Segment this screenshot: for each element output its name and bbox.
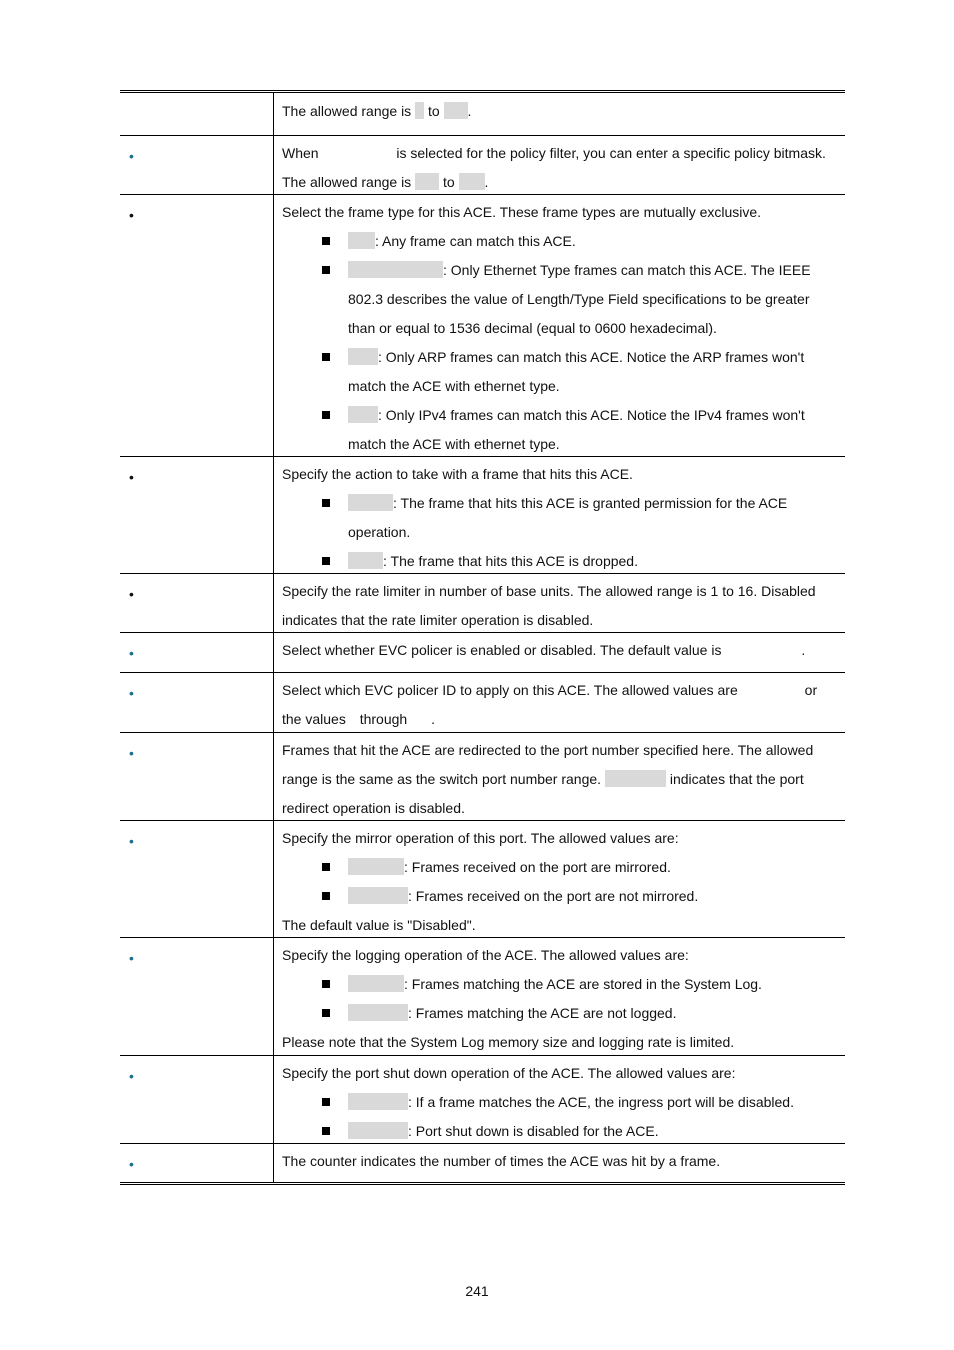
description-cell: [274, 195, 845, 456]
value-highlight: [415, 102, 424, 119]
list-item: : Frames received on the port are not mirrored.: [282, 882, 839, 911]
bullet-icon: •: [129, 1068, 134, 1084]
table-row: [120, 1143, 845, 1182]
bullet-icon: •: [129, 645, 134, 661]
parameter-cell: [120, 938, 274, 1055]
description-cell: [274, 1144, 845, 1182]
parameter-cell: [120, 195, 274, 456]
description-line: range is the same as the switch port number range. indicates that the port: [282, 771, 804, 787]
value-highlight: [415, 173, 439, 190]
list-item: : Only IPv4 frames can match this ACE. Notice the IPv4 frames won't: [282, 401, 839, 430]
value-highlight: [605, 770, 666, 787]
square-bullet-icon: [322, 353, 330, 361]
description-cell: [274, 136, 845, 194]
description-cell: [274, 821, 845, 937]
value-highlight: [444, 102, 468, 119]
list-item: : Frames matching the ACE are not logged.: [282, 999, 839, 1028]
parameter-cell: [120, 633, 274, 672]
list-item: : Frames received on the port are mirrored.: [282, 853, 839, 882]
description-line: Specify the port shut down operation of the ACE. The allowed values are:: [282, 1065, 736, 1081]
table-row: [120, 732, 845, 820]
table-row: [120, 672, 845, 732]
bullet-icon: •: [129, 469, 134, 485]
list-item: : Only Ethernet Type frames can match this ACE. The IEEE: [282, 256, 839, 285]
parameter-cell: [120, 1144, 274, 1182]
page-number: 241: [465, 1283, 489, 1299]
list-item: : The frame that hits this ACE is granted permission for the ACE: [282, 489, 839, 518]
bullet-icon: •: [129, 833, 134, 849]
description-line: the values through .: [282, 711, 435, 727]
parameter-cell: [120, 93, 274, 135]
description-line: The counter indicates the number of times the ACE was hit by a frame.: [282, 1153, 721, 1169]
bullet-icon: •: [129, 745, 134, 761]
list-item: : Frames matching the ACE are stored in the System Log.: [282, 970, 839, 999]
description-line: Specify the action to take with a frame that hits this ACE.: [282, 466, 633, 482]
list-item-continuation: match the ACE with ethernet type.: [348, 378, 560, 394]
description-cell: [274, 1056, 845, 1143]
square-bullet-icon: [322, 980, 330, 988]
table-row: [120, 93, 845, 135]
parameter-cell: [120, 136, 274, 194]
list-item: : Port shut down is disabled for the ACE.: [282, 1117, 839, 1146]
description-line: Frames that hit the ACE are redirected to the port number specified here. The allowed: [282, 742, 814, 758]
parameter-cell: [120, 733, 274, 820]
parameter-table: [120, 90, 845, 1185]
description-cell: [274, 733, 845, 820]
square-bullet-icon: [322, 237, 330, 245]
description-line: Select the frame type for this ACE. These frame types are mutually exclusive.: [282, 204, 762, 220]
list-item: : Any frame can match this ACE.: [282, 227, 839, 256]
bullet-icon: •: [129, 1156, 134, 1172]
parameter-cell: [120, 1056, 274, 1143]
description-line: Please note that the System Log memory size and logging rate is limited.: [282, 1034, 735, 1050]
table-row: [120, 632, 845, 672]
table-row: [120, 456, 845, 573]
list-item-continuation: match the ACE with ethernet type.: [348, 436, 560, 452]
square-bullet-icon: [322, 499, 330, 507]
description-line: Specify the mirror operation of this port. The allowed values are:: [282, 830, 679, 846]
description-line: Select which EVC policer ID to apply on this ACE. The allowed values are or: [282, 682, 818, 698]
bullet-icon: •: [129, 685, 134, 701]
description-line: indicates that the rate limiter operation is disabled.: [282, 612, 594, 628]
description-cell: [274, 574, 845, 632]
description-line: When is selected for the policy filter, you can enter a specific policy bitmask.: [282, 145, 826, 161]
list-item-continuation: than or equal to 1536 decimal (equal to 0600 hexadecimal).: [348, 320, 717, 336]
description-line: The allowed range is to .: [282, 103, 472, 119]
square-bullet-icon: [322, 266, 330, 274]
description-cell: [274, 673, 845, 732]
description-cell: [274, 93, 845, 135]
square-bullet-icon: [322, 557, 330, 565]
square-bullet-icon: [322, 863, 330, 871]
table-row: [120, 1055, 845, 1143]
list-item-continuation: operation.: [348, 524, 411, 540]
description-cell: [274, 633, 845, 672]
bullet-icon: •: [129, 207, 134, 223]
table-row: [120, 135, 845, 194]
square-bullet-icon: [322, 1127, 330, 1135]
description-cell: [274, 457, 845, 573]
list-item: : Only ARP frames can match this ACE. Notice the ARP frames won't: [282, 343, 839, 372]
description-line: The default value is "Disabled".: [282, 917, 476, 933]
parameter-cell: [120, 574, 274, 632]
bullet-icon: •: [129, 950, 134, 966]
square-bullet-icon: [322, 1009, 330, 1017]
description-line: redirect operation is disabled.: [282, 800, 465, 816]
bullet-icon: •: [129, 148, 134, 164]
table-row: [120, 573, 845, 632]
description-line: The allowed range is to .: [282, 174, 489, 190]
description-cell: [274, 938, 845, 1055]
square-bullet-icon: [322, 411, 330, 419]
table-row: [120, 820, 845, 937]
parameter-cell: [120, 673, 274, 732]
table-row: [120, 194, 845, 456]
parameter-cell: [120, 457, 274, 573]
list-item: : If a frame matches the ACE, the ingress port will be disabled.: [282, 1088, 839, 1117]
list-item-continuation: 802.3 describes the value of Length/Type Field specifications to be greater: [348, 291, 810, 307]
square-bullet-icon: [322, 892, 330, 900]
description-line: Specify the logging operation of the ACE. The allowed values are:: [282, 947, 689, 963]
table-row: [120, 937, 845, 1055]
value-highlight: [459, 173, 485, 190]
description-line: Select whether EVC policer is enabled or disabled. The default value is .: [282, 642, 806, 658]
square-bullet-icon: [322, 1098, 330, 1106]
list-item: : The frame that hits this ACE is dropped.: [282, 547, 839, 576]
description-line: Specify the rate limiter in number of base units. The allowed range is 1 to 16. Disabled: [282, 583, 816, 599]
bullet-icon: •: [129, 586, 134, 602]
parameter-cell: [120, 821, 274, 937]
